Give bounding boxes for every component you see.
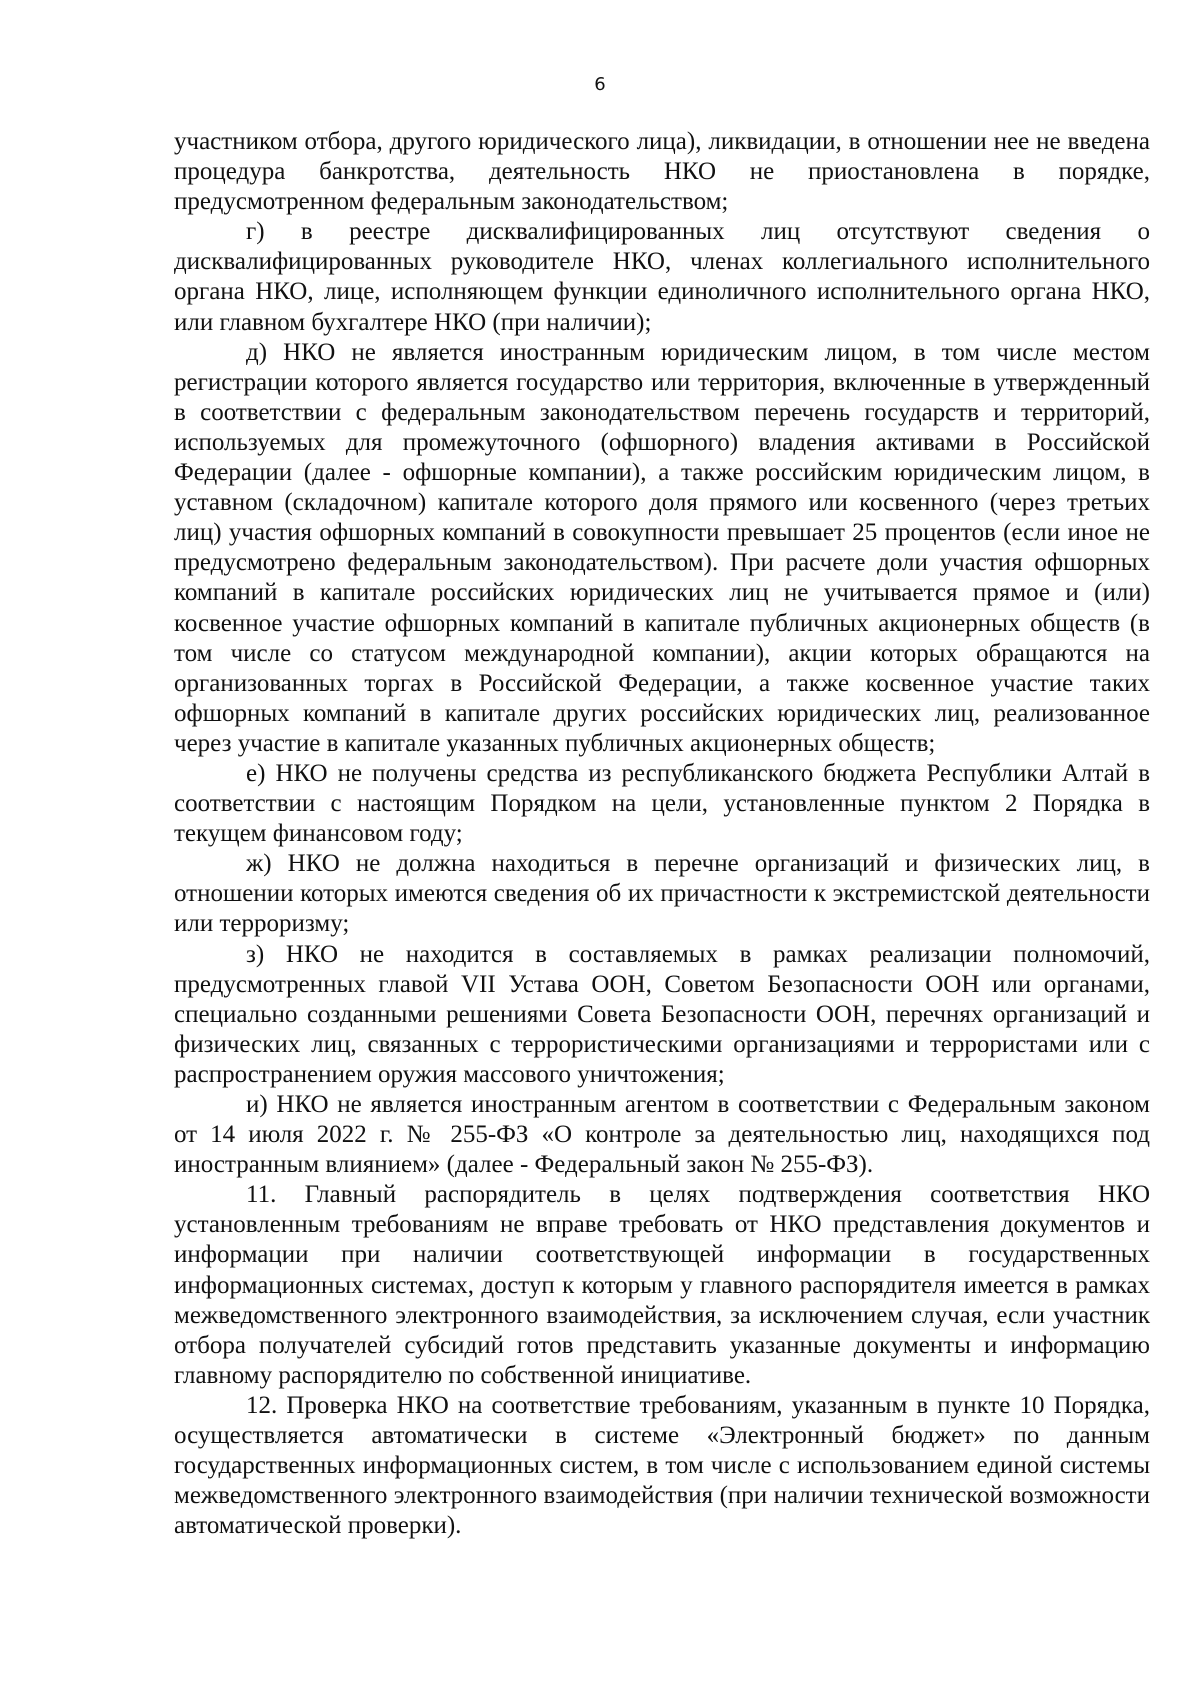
paragraph-continued: участником отбора, другого юридического лица), ликвидации, в отношении нее не введена процедура банкротства, деятельность НКО не приостановлена в порядке, предусмотренном федеральным законодательством; (174, 128, 1150, 216)
paragraph-item-z: з) НКО не находится в составляемых в рамках реализации полномочий, предусмотренных главой VII Устава ООН, Советом Безопасности ООН или органами, специально созданными решениями Совета Безопасности ООН, перечнях организаций и физических лиц, связанных с террористическими организациями и террористами или с распространением оружия массового уничтожения; (174, 940, 1150, 1088)
paragraph-item-zh: ж) НКО не должна находиться в перечне организаций и физических лиц, в отношении которых имеются сведения об их причастности к экстремистской деятельности или терроризму; (174, 850, 1150, 938)
page-number: 6 (594, 74, 606, 95)
paragraph-clause-12: 12. Проверка НКО на соответствие требованиям, указанным в пункте 10 Порядка, осуществляется автоматически в системе «Электронный бюджет» по данным государственных информационных систем, в том числе с использованием единой системы межведомственного электронного взаимодействия (при наличии технической возможности автоматической проверки). (174, 1391, 1150, 1540)
paragraph-item-i: и) НКО не является иностранным агентом в соответствии с Федеральным законом от 14 июля 2022 г. № 255-ФЗ «О контроле за деятельностью лиц, находящихся под иностранным влиянием» (далее - Федеральный закон № 255-ФЗ). (174, 1091, 1150, 1179)
paragraph-item-e: е) НКО не получены средства из республиканского бюджета Республики Алтай в соответствии с настоящим Порядком на цели, установленные пунктом 2 Порядка в текущем финансовом году; (174, 759, 1150, 848)
document-body (174, 127, 1150, 1541)
paragraph-clause-11: 11. Главный распорядитель в целях подтверждения соответствия НКО установленным требованиям не вправе требовать от НКО представления документов и информации при наличии соответствующей информации в государственных информационных системах, доступ к которым у главного распорядителя имеется в рамках межведомственного электронного взаимодействия, за исключением случая, если участник отбора получателей субсидий готов представить указанные документы и информацию главному распорядителю по собственной инициативе. (174, 1181, 1150, 1389)
paragraph-item-d: д) НКО не является иностранным юридическим лицом, в том числе местом регистрации которого является государство или территория, включенные в утвержденный в соответствии с федеральным законодательством перечень государств и территорий, используемых для промежуточного (офшорного) владения активами в Российской Федерации (далее - офшорные компании), а также российским юридическим лицом, в уставном (складочном) капитале которого доля прямого или косвенного (через третьих лиц) участия офшорных компаний в совокупности превышает 25 процентов (если иное не предусмотрено федеральным законодательством). При расчете доли участия офшорных компаний в капитале российских юридических лиц не учитывается прямое и (или) косвенное участие офшорных компаний в капитале публичных акционерных обществ (в том числе со статусом международной компании), акции которых обращаются на организованных торгах в Российской Федерации, а также косвенное участие таких офшорных компаний в капитале других российских юридических лиц, реализованное через участие в капитале указанных публичных акционерных обществ; (174, 338, 1150, 757)
paragraph-item-g: г) в реестре дисквалифицированных лиц отсутствуют сведения о дисквалифицированных руководителе НКО, членах коллегиального исполнительного органа НКО, лице, исполняющем функции единоличного исполнительного органа НКО, или главном бухгалтере НКО (при наличии); (174, 218, 1150, 336)
